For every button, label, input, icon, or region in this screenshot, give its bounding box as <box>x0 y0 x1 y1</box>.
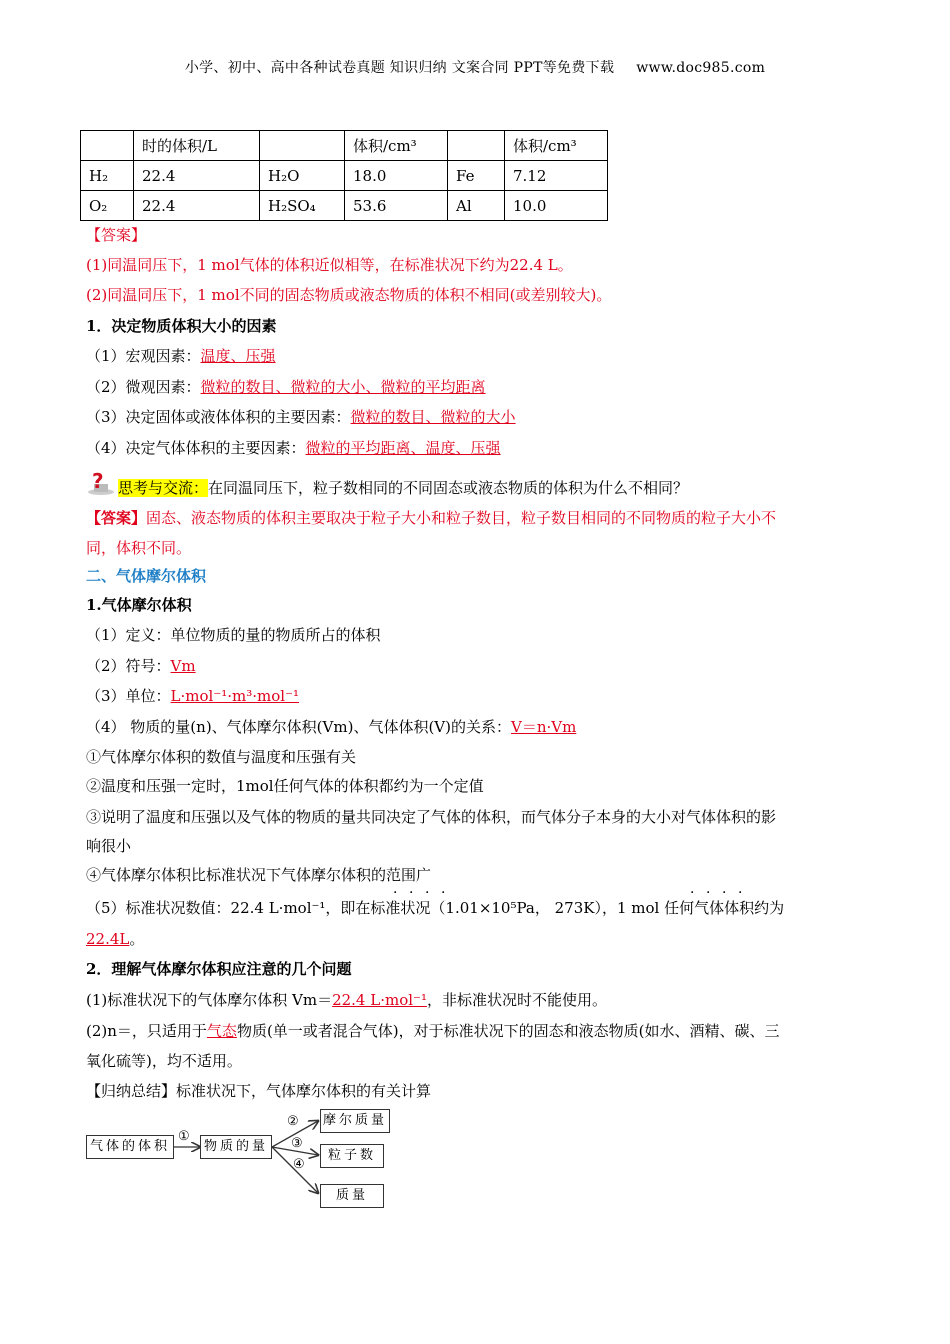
table-cell: 10.0 <box>505 191 608 221</box>
step-label-3: ③ <box>291 1136 303 1151</box>
table-cell: H₂SO₄ <box>260 191 345 221</box>
table-cell: H₂ <box>81 161 134 191</box>
answer-line-2: (2)同温同压下，1 mol不同的固态物质或液态物质的体积不相同(或差别较大)。 <box>86 286 612 304</box>
gmv-standard-a: （5）标准状况数值：22.4 L·mol⁻¹，即在标准状况（1.01×10⁵Pa， 273K），1 mol 任何气体体积约为 <box>86 899 785 917</box>
think-answer-2: 同，体积不同。 <box>86 539 192 557</box>
table-cell: 7.12 <box>505 161 608 191</box>
table-cell: 体积/cm³ <box>505 131 608 161</box>
table-cell: Fe <box>448 161 505 191</box>
box-particles: 粒子数 <box>320 1144 384 1168</box>
section-factors-title: 1．决定物质体积大小的因素 <box>86 317 277 335</box>
gmv-point-3a: ③说明了温度和压强以及气体的物质的量共同决定了气体的体积，而气体分子本身的大小对气体体积的影 <box>86 808 777 826</box>
table-cell: 22.4 <box>134 161 260 191</box>
notes-title: 2．理解气体摩尔体积应注意的几个问题 <box>86 960 352 978</box>
gmv-relation: （4） 物质的量(n)、气体摩尔体积(Vm)、气体体积(V)的关系：V＝n·Vm <box>86 718 577 736</box>
factor-item-3: （3）决定固体或液体体积的主要因素：微粒的数目、微粒的大小 <box>86 408 516 426</box>
note-2b: 氧化硫等)，均不适用。 <box>86 1052 242 1070</box>
box-molar-mass: 摩尔质量 <box>320 1109 390 1133</box>
table-cell: H₂O <box>260 161 345 191</box>
emphasis-dot: · <box>706 885 711 901</box>
summary-label: 【归纳总结】标准状况下，气体摩尔体积的有关计算 <box>86 1082 432 1100</box>
gmv-point-1: ①气体摩尔体积的数值与温度和压强有关 <box>86 748 357 766</box>
header-text: 小学、初中、高中各种试卷真题 知识归纳 文案合同 PPT等免费下载 <box>184 60 615 76</box>
gmv-unit: （3）单位：L·mol⁻¹·m³·mol⁻¹ <box>86 687 300 705</box>
answer-label: 【答案】 <box>86 226 147 244</box>
table-cell: O₂ <box>81 191 134 221</box>
table-cell: 体积/cm³ <box>345 131 448 161</box>
table-cell: 时的体积/L <box>134 131 260 161</box>
gmv-point-3b: 响很小 <box>86 837 132 855</box>
gmv-point-2: ②温度和压强一定时，1mol任何气体的体积都约为一个定值 <box>86 777 484 795</box>
emphasis-dot: · <box>393 885 398 901</box>
step-label-4: ④ <box>293 1157 305 1172</box>
section-2-title: 二、气体摩尔体积 <box>86 567 207 585</box>
gmv-point-4: ④气体摩尔体积比标准状况下气体摩尔体积的范围广 <box>86 866 432 884</box>
factor-item-1: （1）宏观因素：温度、压强 <box>86 347 276 365</box>
gmv-standard-b: 22.4L。 <box>86 930 145 948</box>
table-cell: 18.0 <box>345 161 448 191</box>
box-gas-volume: 气体的体积 <box>86 1135 174 1159</box>
think-discuss: 思考与交流：在同温同压下，粒子数相同的不同固态或液态物质的体积为什么不相同？ <box>118 479 689 497</box>
header-url: www.doc985.com <box>636 60 766 76</box>
step-label-1: ① <box>178 1129 190 1144</box>
emphasis-dot: · <box>409 885 414 901</box>
think-answer-1: 【答案】固态、液态物质的体积主要取决于粒子大小和粒子数目，粒子数目相同的不同物质的粒子大小不 <box>86 509 777 527</box>
box-mass: 质量 <box>320 1184 384 1208</box>
factor-item-2: （2）微观因素：微粒的数目、微粒的大小、微粒的平均距离 <box>86 378 486 396</box>
emphasis-dot: · <box>738 885 743 901</box>
emphasis-dot: · <box>425 885 430 901</box>
gmv-title: 1.气体摩尔体积 <box>86 596 192 614</box>
emphasis-dot: · <box>441 885 446 901</box>
step-label-2: ② <box>287 1114 299 1129</box>
factor-item-4: （4）决定气体体积的主要因素：微粒的平均距离、温度、压强 <box>86 439 501 457</box>
emphasis-dot: · <box>722 885 727 901</box>
note-2a: (2)n＝，只适用于气态物质(单一或者混合气体)，对于标准状况下的固态和液态物质(如水、酒精、碳、三 <box>86 1022 780 1040</box>
table-cell: 22.4 <box>134 191 260 221</box>
svg-text:?: ? <box>92 470 104 493</box>
emphasis-dot: · <box>690 885 695 901</box>
table-cell: Al <box>448 191 505 221</box>
note-1: (1)标准状况下的气体摩尔体积 Vm＝22.4 L·mol⁻¹，非标准状况时不能使用。 <box>86 991 607 1009</box>
gmv-symbol: （2）符号：Vm <box>86 657 196 675</box>
gmv-definition: （1）定义：单位物质的量的物质所占的体积 <box>86 626 381 644</box>
answer-line-1: (1)同温同压下，1 mol气体的体积近似相等，在标准状况下约为22.4 L。 <box>86 256 573 274</box>
table-cell: 53.6 <box>345 191 448 221</box>
box-amount: 物质的量 <box>200 1135 272 1159</box>
